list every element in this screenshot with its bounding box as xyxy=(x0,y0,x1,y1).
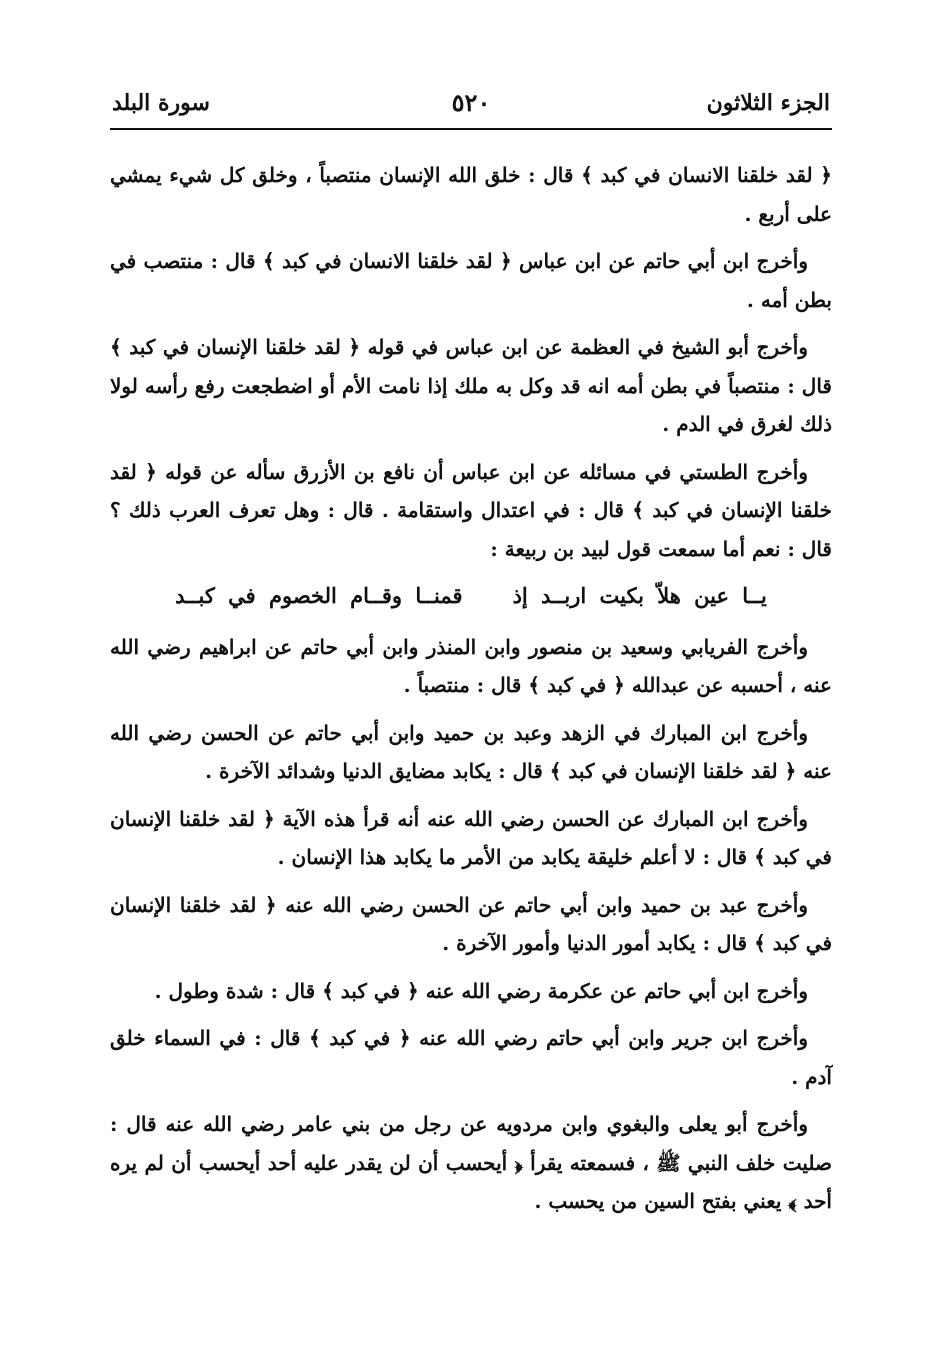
verse-second-hemistich: قمنــا وقــام الخصوم في كبــد xyxy=(175,583,463,608)
paragraph: وأخرج ابن جرير وابن أبي حاتم رضي الله عنه ﴿ في كبد ﴾ قال : في السماء خلق آدم . xyxy=(110,1026,832,1089)
header-divider xyxy=(110,128,832,130)
paragraph: وأخرج ابن المبارك عن الحسن رضي الله عنه أنه قرأ هذه الآية ﴿ لقد خلقنا الإنسان في كبد ﴾ قال : لا أعلم خليقة يكابد من الأمر ما يكابد هذا الإنسان . xyxy=(110,806,832,869)
page-header xyxy=(110,86,832,126)
page-body xyxy=(110,156,832,1230)
book-page xyxy=(110,0,832,1349)
surah-title: سورة البلد xyxy=(112,90,210,116)
paragraph: وأخرج عبد بن حميد وابن أبي حاتم عن الحسن رضي الله عنه ﴿ لقد خلقنا الإنسان في كبد ﴾ قال : يكابد أمور الدنيا وأمور الآخرة . xyxy=(110,892,832,955)
paragraph: وأخرج ابن أبي حاتم عن عكرمة رضي الله عنه ﴿ في كبد ﴾ قال : شدة وطول . xyxy=(154,978,808,1003)
paragraph: وأخرج الفريابي وسعيد بن منصور وابن المنذر وابن أبي حاتم عن ابراهيم رضي الله عنه ، أحسبه عن عبدالله ﴿ في كبد ﴾ قال : منتصباً . xyxy=(110,634,832,697)
part-title: الجزء الثلاثون xyxy=(706,90,830,116)
verse-first-hemistich: يــا عين هلاّ بكيت اربــد إذ xyxy=(512,583,767,608)
poetry-verse xyxy=(110,577,832,616)
paragraph: وأخرج أبو الشيخ في العظمة عن ابن عباس في قوله ﴿ لقد خلقنا الإنسان في كبد ﴾ قال : منتصباً في بطن أمه انه قد وكل به ملك إذا نامت الأم أو اضطجعت رفع رأسه لولا ذلك لغرق في الدم . xyxy=(110,335,832,436)
paragraph: وأخرج الطستي في مسائله عن ابن عباس أن نافع بن الأزرق سأله عن قوله ﴿ لقد خلقنا الإنسان في كبد ﴾ قال : في اعتدال واستقامة . قال : وهل تعرف العرب ذلك ؟ قال : نعم أما سمعت قول لبيد بن ربيعة : xyxy=(110,459,832,561)
paragraph: وأخرج ابن المبارك في الزهد وعبد بن حميد وابن أبي حاتم عن الحسن رضي الله عنه ﴿ لقد خلقنا الإنسان في كبد ﴾ قال : يكابد مضايق الدنيا وشدائد الآخرة . xyxy=(110,720,832,783)
page-number: ٥٢٠ xyxy=(451,88,491,117)
paragraph: وأخرج أبو يعلى والبغوي وابن مردويه عن رجل من بني عامر رضي الله عنه قال : صليت خلف النبي ﷺ ، فسمعته يقرأ ﴿ أيحسب أن لن يقدر عليه أحد أيحسب أن لم يره أحد ﴾ يعني بفتح السين من يحسب . xyxy=(110,1112,832,1213)
paragraph: وأخرج ابن أبي حاتم عن ابن عباس ﴿ لقد خلقنا الانسان في كبد ﴾ قال : منتصب في بطن أمه . xyxy=(110,249,832,312)
paragraph: ﴿ لقد خلقنا الانسان في كبد ﴾ قال : خلق الله الإنسان منتصباً ، وخلق كل شيء يمشي على أربع . xyxy=(110,163,832,226)
